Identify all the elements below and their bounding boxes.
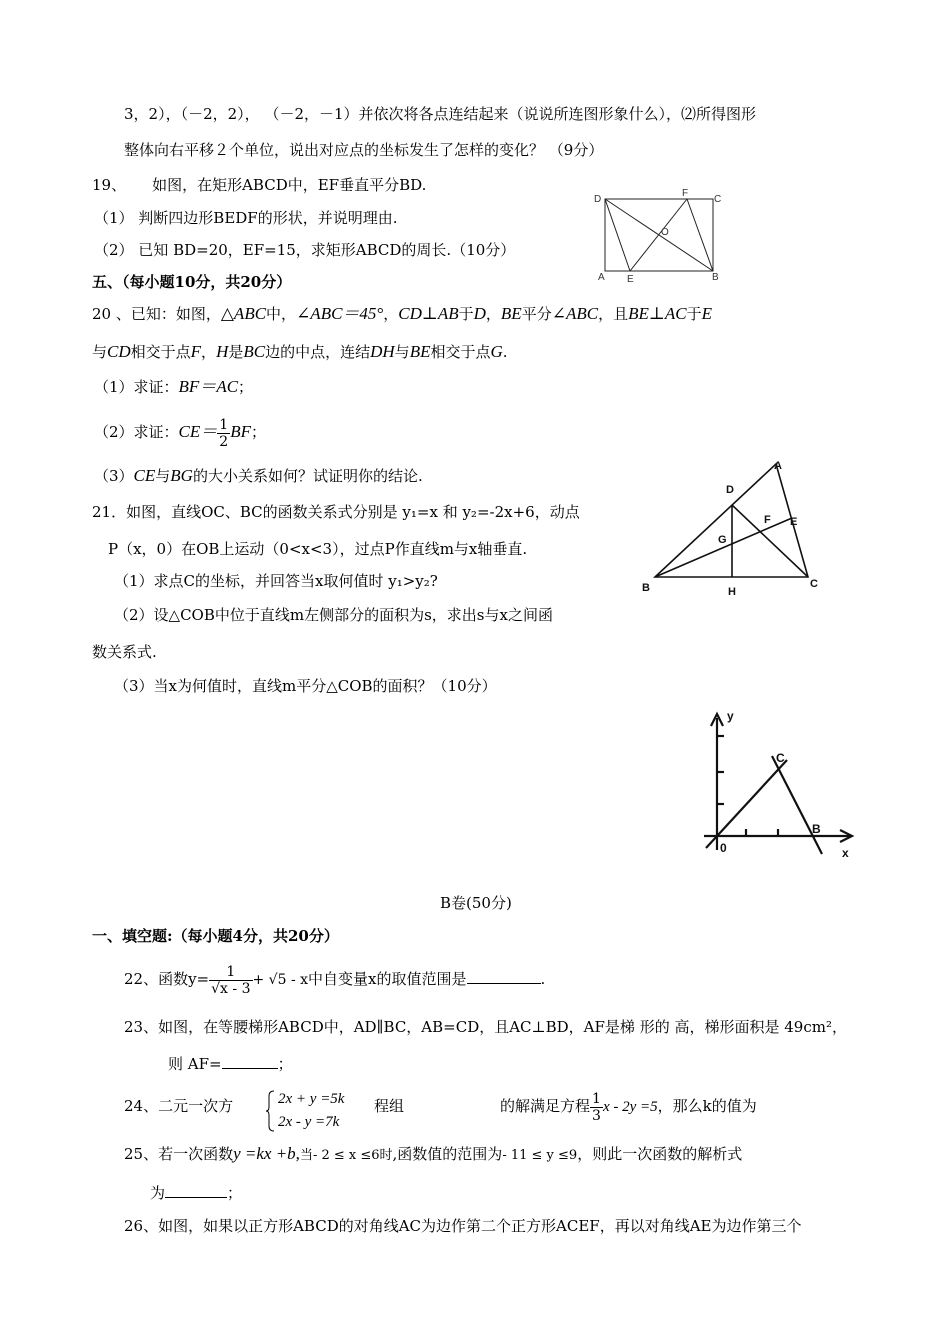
q25-c: 当- 2 ≤ x ≤6时 — [299, 1148, 393, 1163]
q20-l1-d: ∠ABC＝45° — [296, 304, 384, 323]
q20-p2-d: ； — [250, 423, 266, 441]
q20-l2-m: 相交于点 — [430, 343, 491, 361]
q20-l1-h: D — [473, 304, 486, 323]
q20-p2-c: BF — [230, 422, 251, 441]
q24-brace-icon — [266, 1090, 276, 1132]
q20-l2-g: 是 — [228, 343, 244, 361]
q26-line1: 26、如图，如果以正方形ABCD的对角线AC为边作第二个正方形ACEF，再以对角线AE为边作第三个 — [124, 1217, 802, 1235]
q20-p1-a: （1）求证： — [94, 378, 179, 396]
q20-part3 — [94, 466, 423, 486]
q20-p1-c: ； — [238, 378, 254, 396]
q19-label-O: O — [661, 227, 669, 238]
q24-eq1: 2x + y =5k — [278, 1091, 345, 1107]
q21-part2a: （2）设△COB中位于直线m左侧部分的面积为s，求出s与x之间函 — [114, 606, 553, 624]
q20-l1-p: E — [701, 304, 712, 323]
q18-line1: 3，2），（－2，2）， （－2，－1）并依次将各点连结起来（说说所连图形象什么），⑵所得图形 — [124, 105, 757, 123]
q22-b: + √5 - x — [252, 972, 309, 988]
q23-line1: 23、如图，在等腰梯形ABCD中，AD∥BC，AB=CD，且AC⊥BD，AF是梯 形的 高，梯形面积是 49cm²， — [124, 1018, 847, 1036]
q20-part1 — [94, 377, 253, 397]
q20-label-D: D — [726, 484, 734, 496]
q20-label-G: G — [718, 534, 727, 546]
q20-l2-k: 与 — [394, 343, 410, 361]
q20-part2 — [94, 414, 266, 450]
section-five-heading: 五、（每小题10分，共20分） — [92, 273, 292, 291]
q20-p3-a: （3） — [94, 467, 134, 485]
q19-label-E: E — [627, 274, 634, 285]
q18-line2: 整体向右平移２个单位，说出对应点的坐标发生了怎样的变化？ （9分） — [124, 141, 604, 159]
q25-line2 — [150, 1183, 242, 1203]
q21-label-origin: 0 — [720, 841, 727, 855]
q21-line2: P（x，0）在OB上运动（0<x<3），过点P作直线m与x轴垂直. — [108, 540, 528, 558]
q19-label-A: A — [598, 272, 605, 283]
q19-label-C: C — [714, 194, 722, 205]
q20-l2-j: DH — [370, 342, 395, 361]
q25-e: - 11 ≤ y ≤9 — [502, 1148, 578, 1163]
q24-num: 1 — [592, 1090, 601, 1107]
q19-number: 19、 — [92, 176, 127, 194]
q24-fraction — [590, 1091, 603, 1124]
q21-part1: （1）求点C的坐标，并回答当x取何值时 y₁>y₂? — [114, 572, 438, 590]
q21-label-C: C — [776, 751, 785, 765]
q20-l2-d: F — [190, 342, 202, 361]
part-b-section1-heading: 一、填空题:（每小题4分，共20分） — [92, 927, 339, 945]
q19-label-F: F — [682, 188, 689, 199]
q22-d: . — [540, 970, 546, 988]
q19-label-D: D — [594, 194, 602, 205]
q20-l1-m: ，且 — [598, 305, 629, 323]
q20-l1-k: 平分 — [521, 305, 552, 323]
q20-p2-den: 2 — [219, 433, 229, 450]
q24-e: ，那么k的值为 — [657, 1097, 757, 1115]
q20-p2-a: （2）求证： — [94, 423, 179, 441]
q21-label-B: B — [812, 822, 821, 836]
q25-h: ； — [227, 1184, 243, 1202]
q20-line1 — [92, 304, 712, 324]
q19-stem-line — [92, 175, 426, 195]
q20-label-F: F — [764, 514, 771, 526]
q20-l2-a: 与 — [92, 343, 108, 361]
q20-l1-j: BE — [500, 304, 522, 323]
q20-l1-e: ， — [383, 305, 399, 323]
q20-l1-f: CD⊥AB — [398, 304, 459, 323]
q24-c: 的解满足方程 — [500, 1097, 591, 1115]
q22-a: 22、函数y= — [124, 970, 210, 988]
q21-graph-figure — [700, 710, 870, 860]
q20-p3-e: 的大小关系如何？试证明你的结论. — [192, 467, 423, 485]
q22-answer-blank[interactable] — [467, 983, 541, 984]
q23-line2 — [168, 1054, 293, 1074]
q21-label-y: y — [727, 709, 734, 723]
part-b-title: B卷(50分) — [440, 894, 512, 912]
q22-den: √x - 3 — [211, 980, 251, 997]
q20-p3-d: BG — [170, 466, 193, 485]
q24-lead: 24、二元一次方 — [124, 1097, 234, 1115]
q20-label-E: E — [790, 516, 798, 528]
q20-p3-c: 与 — [155, 467, 171, 485]
q19-rectangle-figure — [590, 190, 740, 285]
q20-l2-f: H — [216, 342, 229, 361]
q20-l2-e: ， — [201, 343, 217, 361]
q19-stem: 如图，在矩形ABCD中，EF垂直平分BD. — [152, 176, 427, 194]
q19-part1: （1） 判断四边形BEDF的形状，并说明理由. — [94, 209, 398, 227]
q24-d: x - 2y =5 — [602, 1099, 658, 1115]
q21-part3: （3）当x为何值时，直线m平分△COB的面积？（10分） — [114, 677, 497, 695]
q20-label-B: B — [642, 582, 650, 594]
q21-part2b: 数关系式. — [92, 643, 157, 661]
q22-fraction — [209, 964, 252, 997]
q20-l2-o: . — [502, 343, 508, 361]
q24-den: 3 — [592, 1107, 601, 1124]
q20-label-C: C — [810, 578, 818, 590]
q25-d: ,函数值的范围为 — [392, 1145, 503, 1163]
q23-l2a: 则 AF= — [168, 1055, 222, 1073]
q20-l1-a: 20 、已知：如图， — [92, 305, 221, 323]
q20-l2-i: 边的中点，连结 — [265, 343, 371, 361]
q20-l1-o: 于 — [686, 305, 702, 323]
q25-b: y =kx +b, — [233, 1144, 300, 1163]
q20-p1-b: BF＝AC — [178, 377, 239, 396]
q23-l2b: ； — [277, 1055, 293, 1073]
q20-l2-l: BE — [409, 342, 431, 361]
q21-label-x: x — [842, 846, 849, 860]
q20-p2-num: 1 — [219, 416, 229, 433]
q20-l2-b: CD — [107, 342, 131, 361]
q25-g: 为 — [150, 1184, 166, 1202]
q20-p2-b: CE＝ — [178, 422, 218, 441]
q24-b: 程组 — [374, 1097, 405, 1115]
q20-label-H: H — [728, 586, 736, 598]
q20-l1-b: △ABC — [220, 304, 267, 323]
q20-label-A: A — [774, 460, 782, 472]
q20-triangle-figure — [630, 455, 830, 600]
q19-label-B: B — [712, 272, 719, 283]
q20-p2-fraction — [217, 417, 230, 450]
q24-eq2: 2x - y =7k — [278, 1114, 340, 1130]
q22-line — [124, 961, 545, 998]
q20-line2 — [92, 342, 508, 362]
q20-l1-i: ， — [485, 305, 501, 323]
q21-line1: 21．如图，直线OC、BC的函数关系式分别是 y₁=x 和 y₂=-2x+6，动点 — [92, 503, 580, 521]
q20-p3-b: CE — [133, 466, 156, 485]
q22-c: 中自变量x的取值范围是 — [308, 970, 467, 988]
q25-line1 — [124, 1144, 742, 1166]
q25-answer-blank[interactable] — [165, 1197, 227, 1198]
q23-answer-blank[interactable] — [222, 1068, 278, 1069]
q20-l2-n: G — [490, 342, 503, 361]
q22-num: 1 — [209, 964, 252, 981]
q24-tail — [500, 1088, 757, 1125]
q20-l1-g: 于 — [458, 305, 474, 323]
q25-a: 25、若一次函数 — [124, 1145, 234, 1163]
q20-l2-c: 相交于点 — [130, 343, 191, 361]
q20-l1-n: BE⊥AC — [628, 304, 687, 323]
q20-l2-h: BC — [243, 342, 266, 361]
q20-l1-l: ∠ABC — [551, 304, 599, 323]
q19-part2: （2） 已知 BD=20，EF=15，求矩形ABCD的周长.（10分） — [94, 241, 516, 259]
q20-l1-c: 中， — [266, 305, 297, 323]
q25-f: ，则此一次函数的解析式 — [577, 1145, 743, 1163]
